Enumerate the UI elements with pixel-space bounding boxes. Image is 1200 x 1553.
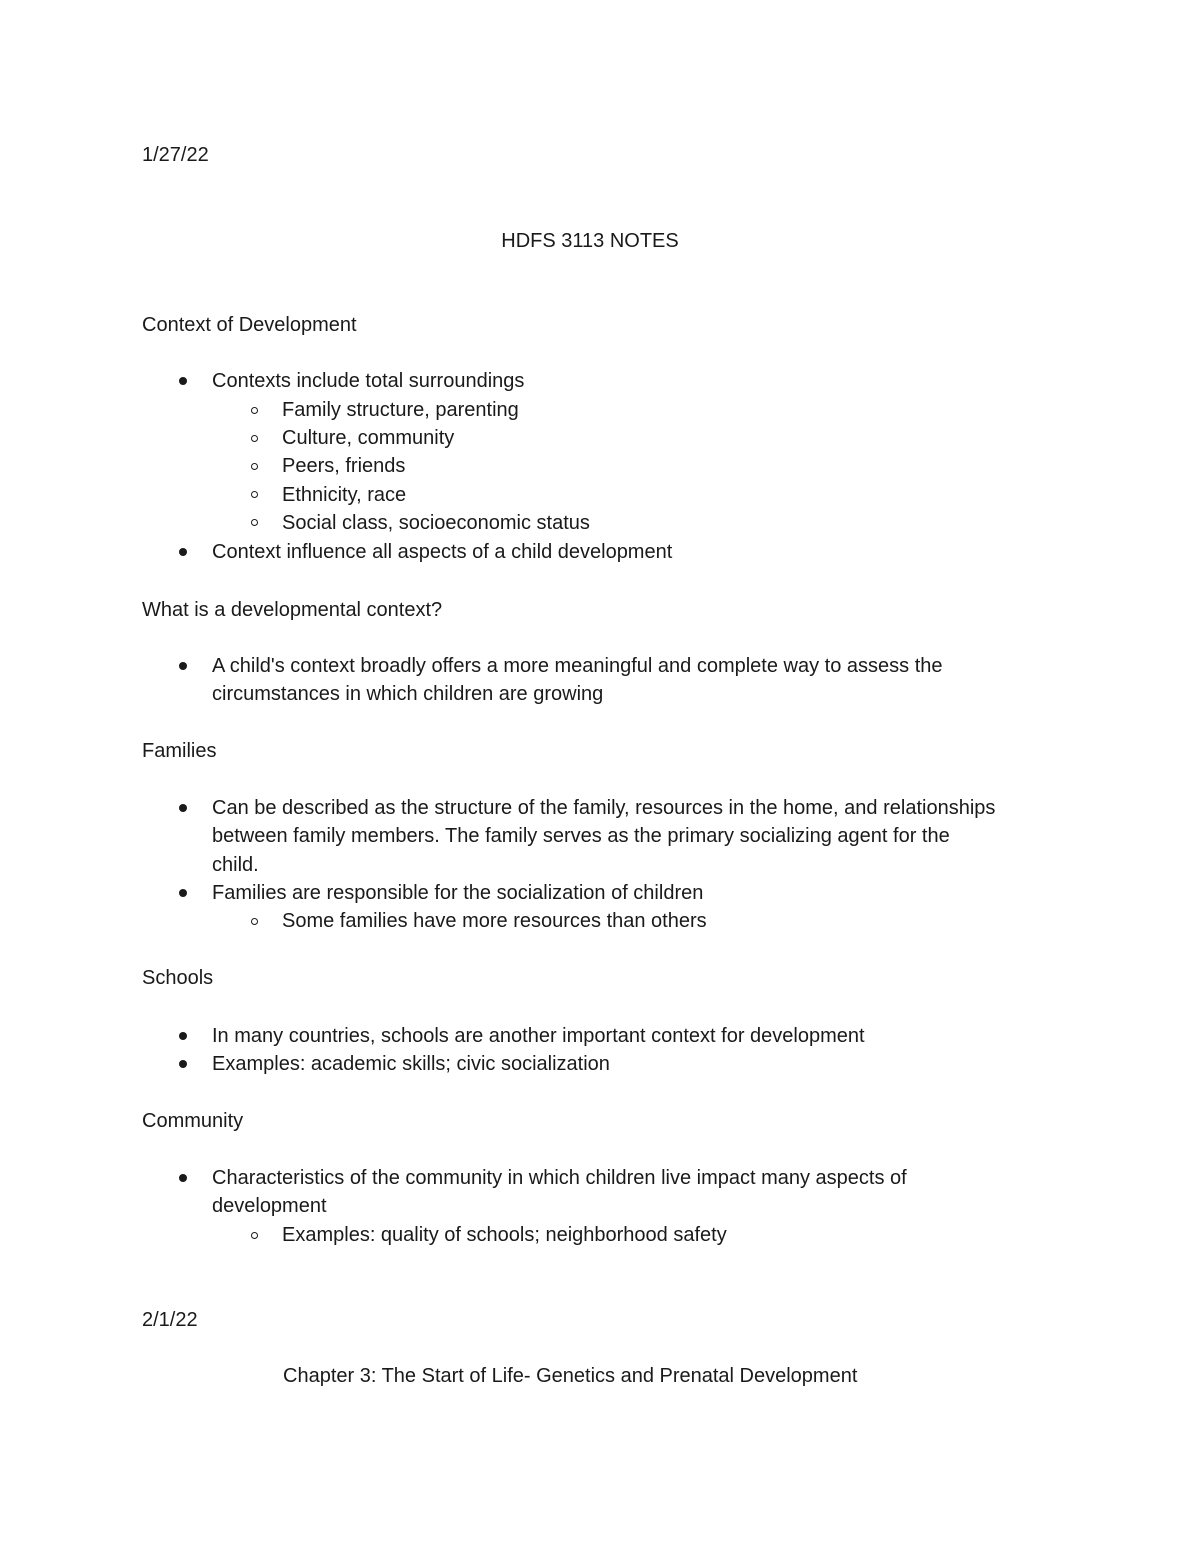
bullet-circle <box>251 491 258 498</box>
date-heading: 2/1/22 <box>142 1309 198 1331</box>
section-heading-developmental: What is a developmental context? <box>142 599 443 621</box>
bullet-disc <box>179 662 187 670</box>
sub-list-item: Some families have more resources than others <box>282 910 707 932</box>
list-item-continuation: development <box>212 1195 327 1217</box>
date-heading: 1/27/22 <box>142 144 209 166</box>
list-item: Examples: academic skills; civic socialization <box>212 1053 610 1075</box>
sub-list-item: Culture, community <box>282 427 455 449</box>
bullet-disc <box>179 1174 187 1182</box>
list-item: Characteristics of the community in which children live impact many aspects of <box>212 1167 907 1189</box>
bullet-circle <box>251 519 258 526</box>
bullet-circle <box>251 1232 258 1239</box>
bullet-disc <box>179 1032 187 1040</box>
page-title: HDFS 3113 NOTES <box>501 230 679 252</box>
bullet-disc <box>179 548 187 556</box>
bullet-circle <box>251 407 258 414</box>
list-item: Families are responsible for the socialization of children <box>212 882 704 904</box>
bullet-circle <box>251 435 258 442</box>
bullet-disc <box>179 889 187 897</box>
bullet-circle <box>251 918 258 925</box>
list-item: Can be described as the structure of the family, resources in the home, and relationships <box>212 797 996 819</box>
sub-list-item: Peers, friends <box>282 455 406 477</box>
section-heading-families: Families <box>142 740 217 762</box>
list-item: Context influence all aspects of a child development <box>212 541 673 563</box>
sub-list-item: Examples: quality of schools; neighborhood safety <box>282 1224 727 1246</box>
bullet-disc <box>179 804 187 812</box>
sub-list-item: Family structure, parenting <box>282 399 519 421</box>
bullet-disc <box>179 1060 187 1068</box>
section-heading-context: Context of Development <box>142 314 357 336</box>
section-heading-community: Community <box>142 1110 244 1132</box>
bullet-circle <box>251 463 258 470</box>
sub-list-item: Ethnicity, race <box>282 484 407 506</box>
list-item: A child's context broadly offers a more meaningful and complete way to assess the <box>212 655 943 677</box>
list-item: In many countries, schools are another important context for development <box>212 1025 865 1047</box>
section-heading-schools: Schools <box>142 967 214 989</box>
list-item: Contexts include total surroundings <box>212 370 525 392</box>
list-item-continuation: child. <box>212 854 259 876</box>
chapter-title: Chapter 3: The Start of Life- Genetics and Prenatal Development <box>283 1365 858 1387</box>
list-item-continuation: between family members. The family serves as the primary socializing agent for the <box>212 825 950 847</box>
bullet-disc <box>179 377 187 385</box>
list-item-continuation: circumstances in which children are growing <box>212 683 604 705</box>
sub-list-item: Social class, socioeconomic status <box>282 512 590 534</box>
